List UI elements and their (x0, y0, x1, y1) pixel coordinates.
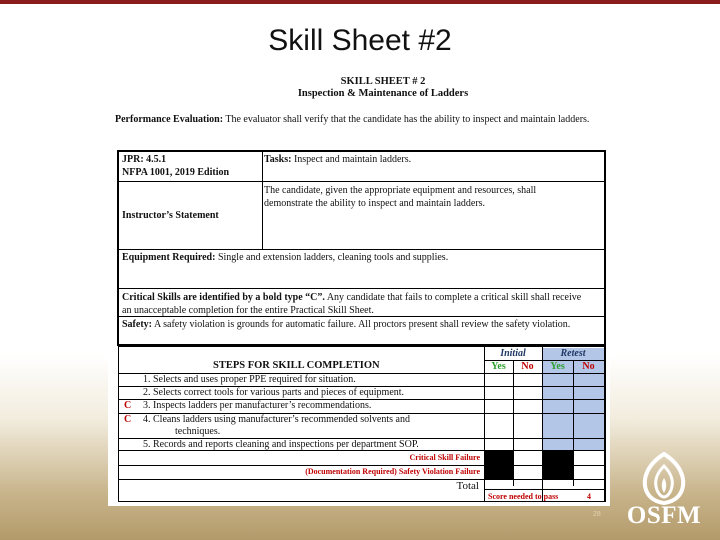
info-divider-v (262, 151, 263, 249)
row-line-7 (119, 465, 605, 466)
safety-text: A safety violation is grounds for automatic failure. All proctors present shall review the safety violation. (152, 319, 571, 330)
sheet-title (108, 76, 658, 100)
step-4-continuation: techniques. (175, 426, 221, 437)
critical-marker-step-3: C (124, 400, 132, 411)
skill-sheet-document (108, 68, 610, 506)
critical-skills-note (122, 291, 592, 317)
tasks-label: Tasks: (264, 154, 292, 165)
retest-header: Retest (560, 348, 586, 359)
slide-title: Skill Sheet #2 (268, 24, 452, 57)
info-divider-h3 (118, 288, 605, 289)
equipment-text: Single and extension ladders, cleaning tools and supplies. (215, 252, 449, 263)
step-3: 3. Inspects ladders per manufacturer’s recommendations. (143, 400, 372, 411)
score-needed-value: 4 (587, 492, 591, 501)
flame-icon (618, 450, 710, 506)
score-needed-label: Score needed to pass (488, 492, 559, 501)
initial-no-header: No (521, 361, 534, 372)
info-divider-h1 (118, 181, 605, 182)
col-divider-5 (604, 347, 605, 501)
row-line-9 (484, 489, 605, 490)
sheet-title-line1: SKILL SHEET # 2 (340, 76, 426, 87)
logo-text: OSFM (626, 502, 702, 529)
step-5: 5. Records and reports cleaning and inspections per department SOP. (143, 439, 419, 450)
jpr-cell (122, 153, 260, 179)
step-1: 1. Selects and uses proper PPE required for situation. (143, 374, 356, 385)
critical-label: Critical Skills are identified by a bold type “C”. (122, 292, 325, 303)
initial-failure-block (485, 451, 513, 479)
performance-label: Performance Evaluation: (115, 114, 224, 125)
equipment-required (122, 251, 602, 264)
sheet-title-line2: Inspection & Maintenance of Ladders (297, 88, 469, 99)
step-4: 4. Cleans ladders using manufacturer’s recommended solvents and (143, 414, 410, 425)
top-accent-bar (0, 0, 720, 4)
retest-no-header: No (582, 361, 595, 372)
page-number: 28 (593, 511, 601, 518)
critical-failure-label: Critical Skill Failure (409, 453, 480, 462)
col-divider-2 (513, 360, 514, 486)
jpr-line2: NFPA 1001, 2019 Edition (122, 167, 230, 178)
retest-failure-block (543, 451, 573, 479)
tasks-cell (264, 153, 602, 166)
initial-header: Initial (500, 348, 526, 359)
retest-yes-header: Yes (550, 361, 565, 372)
equipment-label: Equipment Required: (122, 252, 216, 263)
jpr-line1: JPR: 4.5.1 (122, 154, 167, 165)
initial-yes-header: Yes (491, 361, 506, 372)
col-divider-4 (573, 360, 574, 486)
instructor-label: Instructor’s Statement (122, 210, 219, 221)
info-divider-h2 (118, 249, 605, 250)
instructor-statement: The candidate, given the appropriate equipment and resources, shall demonstrate the ability to inspect and maintain ladders. (264, 185, 537, 209)
row-line-8 (119, 479, 605, 480)
step-2: 2. Selects correct tools for various parts and pieces of equipment. (143, 387, 405, 398)
performance-evaluation (115, 113, 605, 126)
steps-header: STEPS FOR SKILL COMPLETION (213, 360, 380, 371)
safety-failure-label: (Documentation Required) Safety Violation Failure (305, 467, 480, 476)
critical-text: Any candidate that fails to complete a critical skill shall receive an unacceptable completion for the entire Practical Skill Sheet. (122, 292, 582, 316)
osfm-logo (618, 450, 710, 532)
safety-note (122, 318, 588, 331)
total-label: Total (456, 480, 479, 492)
critical-marker-step-4: C (124, 414, 132, 425)
tasks-text: Inspect and maintain ladders. (291, 154, 412, 165)
safety-label: Safety: (122, 319, 152, 330)
performance-text: The evaluator shall verify that the candidate has the ability to inspect and maintain ladders. (223, 114, 590, 125)
